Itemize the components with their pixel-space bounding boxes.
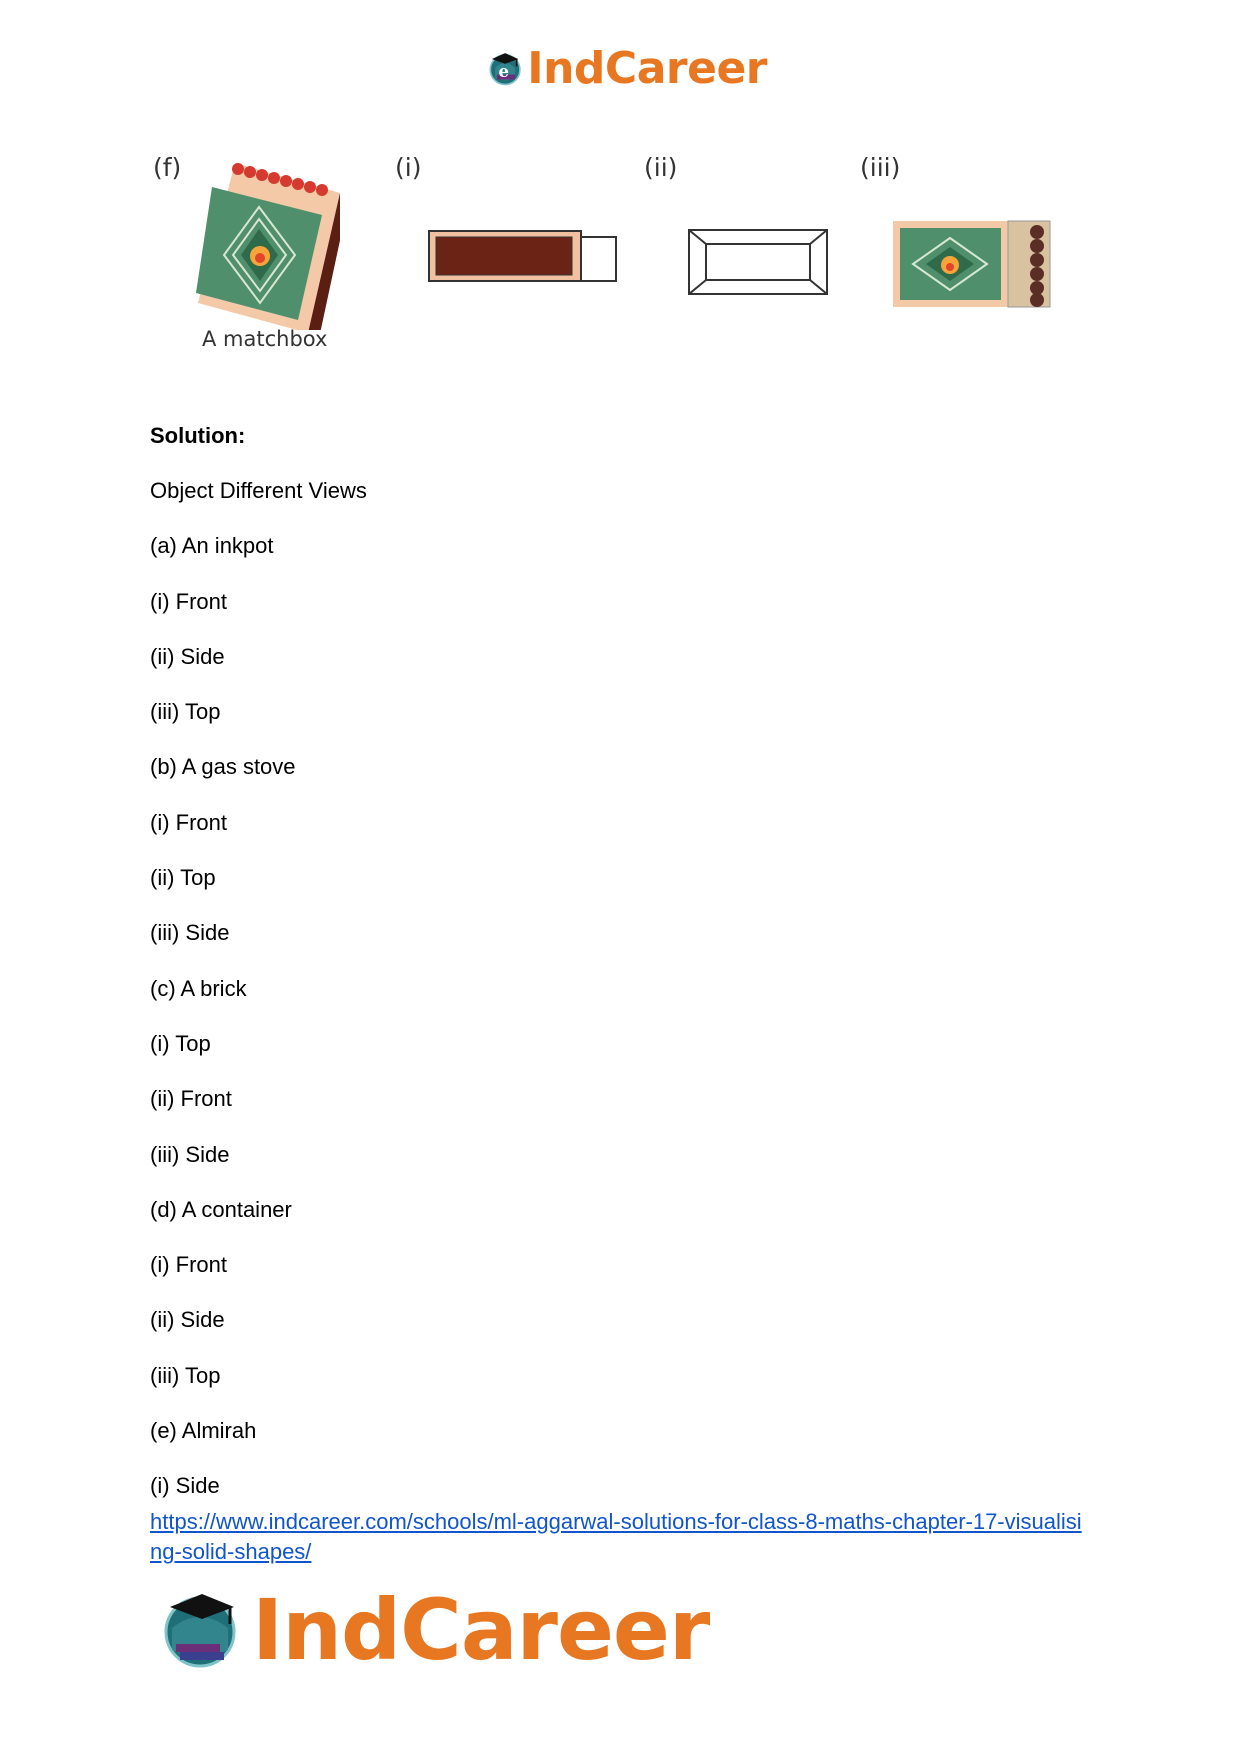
solution-line: (i) Side xyxy=(150,1473,220,1499)
globe-graduate-icon xyxy=(487,46,523,90)
svg-text:e: e xyxy=(498,62,510,82)
solution-line: (a) An inkpot xyxy=(150,533,274,559)
solution-line: (i) Top xyxy=(150,1030,211,1056)
view-ii-drawing xyxy=(688,229,830,299)
figure-label-f: (f) xyxy=(153,153,182,182)
solution-line: (c) A brick xyxy=(150,975,247,1001)
solution-line: (ii) Side xyxy=(150,1307,225,1333)
matchbox-image xyxy=(190,155,340,330)
solution-section xyxy=(150,418,1090,1524)
solution-line: (i) Front xyxy=(150,1252,227,1278)
solution-line: (d) A container xyxy=(150,1196,292,1222)
solution-line: Object Different Views xyxy=(150,478,367,503)
header-logo xyxy=(487,40,767,96)
view-i-drawing xyxy=(428,230,618,286)
header-logo-text: IndCareer xyxy=(527,42,767,94)
solution-line: (iii) Side xyxy=(150,920,230,946)
source-link[interactable]: https://www.indcareer.com/schools/ml-aggarwal-solutions-for-class-8-maths-chapter-17-visualising-solid-shapes/ xyxy=(150,1509,1082,1564)
solution-line: (ii) Top xyxy=(150,865,216,891)
solution-line: (b) A gas stove xyxy=(150,754,296,780)
view-label-iii: (iii) xyxy=(860,153,901,182)
solution-line: (iii) Top xyxy=(150,1362,221,1388)
solution-heading: Solution: xyxy=(150,423,246,448)
globe-books-icon xyxy=(160,1588,244,1672)
solution-line: (i) Front xyxy=(150,809,227,835)
view-iii-drawing xyxy=(892,220,1052,310)
view-label-ii: (ii) xyxy=(644,153,678,182)
solution-line: (ii) Side xyxy=(150,643,225,669)
solution-line: (ii) Front xyxy=(150,1086,232,1112)
footer-logo xyxy=(160,1581,720,1679)
solution-line: (iii) Side xyxy=(150,1141,230,1167)
footer-logo-text: IndCareer xyxy=(252,1581,710,1679)
solution-line: (e) Almirah xyxy=(150,1418,257,1444)
figure-caption: A matchbox xyxy=(202,327,328,351)
view-label-i: (i) xyxy=(395,153,422,182)
solution-line: (i) Front xyxy=(150,588,227,614)
solution-line: (iii) Top xyxy=(150,699,221,725)
matchbox-figure xyxy=(150,155,1070,400)
